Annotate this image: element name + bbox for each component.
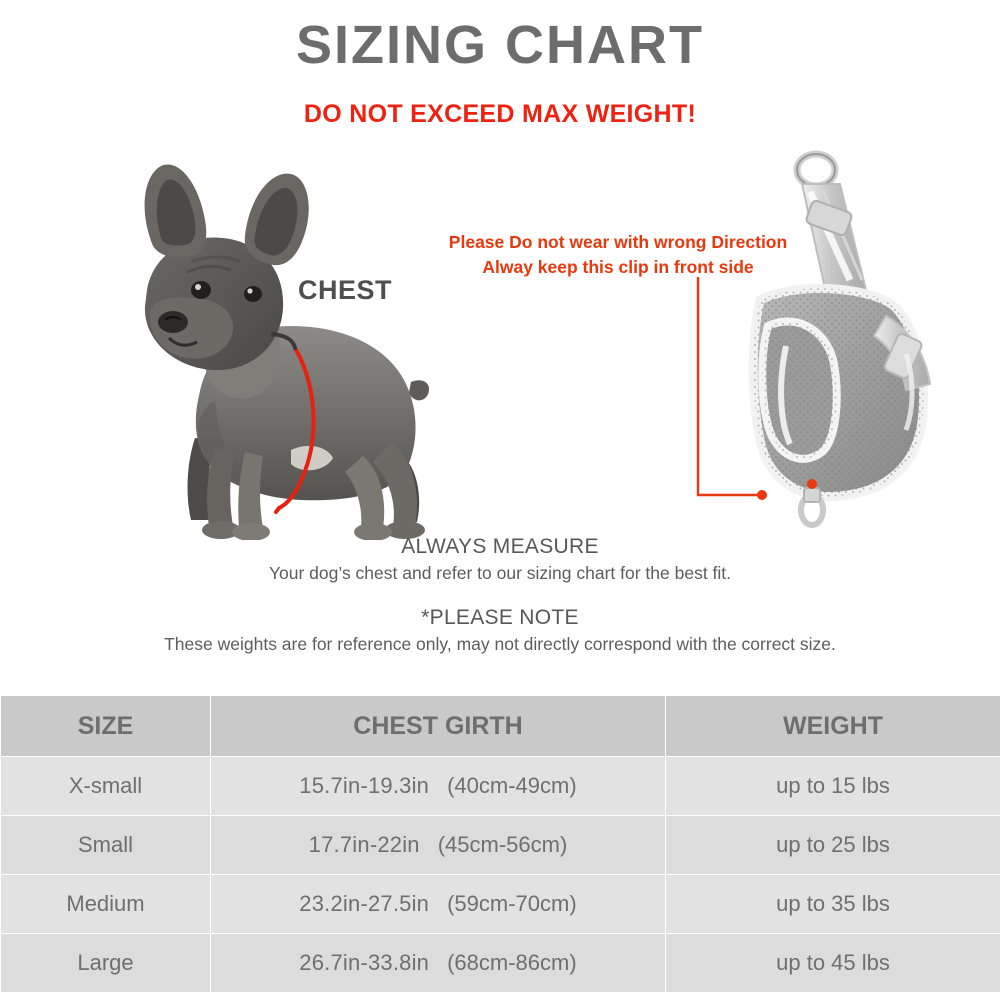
cell-chest-cm: (68cm-86cm) — [447, 950, 577, 975]
column-header-weight: WEIGHT — [666, 696, 1000, 757]
please-note-text: These weights are for reference only, may not directly correspond with the correct size. — [164, 634, 836, 654]
cell-size: X-small — [1, 757, 211, 816]
cell-chest-inches: 26.7in-33.8in — [299, 950, 430, 975]
always-measure-heading: ALWAYS MEASURE — [401, 535, 599, 558]
always-measure-text: Your dog’s chest and refer to our sizing chart for the best fit. — [268, 563, 732, 583]
cell-weight: up to 35 lbs — [666, 875, 1000, 934]
table-body — [1, 757, 1000, 993]
cell-chest — [211, 875, 666, 934]
cell-weight: up to 25 lbs — [666, 816, 1000, 875]
table-row — [1, 757, 1000, 816]
cell-chest-cm: (59cm-70cm) — [447, 891, 577, 916]
cell-size: Medium — [1, 875, 211, 934]
cell-size: Large — [1, 934, 211, 993]
table-row — [1, 934, 1000, 993]
please-note-heading: *PLEASE NOTE — [421, 606, 579, 629]
size-table — [0, 695, 1000, 993]
measure-notes — [0, 535, 1000, 655]
cell-chest-cm: (45cm-56cm) — [437, 832, 568, 857]
dog-illustration — [95, 150, 475, 540]
table-row — [1, 875, 1000, 934]
cell-weight: up to 45 lbs — [666, 934, 1000, 993]
chest-label: CHEST — [298, 275, 393, 305]
cell-chest — [211, 757, 666, 816]
table-header-row — [1, 696, 1000, 757]
column-header-size: SIZE — [1, 696, 211, 757]
table-header — [1, 696, 1000, 757]
cell-chest-inches: 17.7in-22in — [308, 832, 420, 857]
cell-size: Small — [1, 816, 211, 875]
cell-weight: up to 15 lbs — [666, 757, 1000, 816]
harness-warning-line-2: Alway keep this clip in front side — [482, 257, 754, 277]
harness-warning-line-1: Please Do not wear with wrong Direction — [448, 232, 788, 252]
size-table-wrap — [0, 695, 1000, 993]
column-header-chest-girth: CHEST GIRTH — [211, 696, 666, 757]
cell-chest-inches: 15.7in-19.3in — [299, 773, 430, 798]
harness-illustration — [690, 140, 970, 540]
table-row — [1, 816, 1000, 875]
cell-chest-cm: (40cm-49cm) — [447, 773, 577, 798]
cell-chest — [211, 934, 666, 993]
dog-svg — [95, 150, 475, 540]
max-weight-warning: DO NOT EXCEED MAX WEIGHT! — [303, 100, 697, 128]
page-title: SIZING CHART — [296, 15, 704, 75]
harness-svg — [690, 140, 970, 540]
cell-chest-inches: 23.2in-27.5in — [299, 891, 430, 916]
cell-chest — [211, 816, 666, 875]
